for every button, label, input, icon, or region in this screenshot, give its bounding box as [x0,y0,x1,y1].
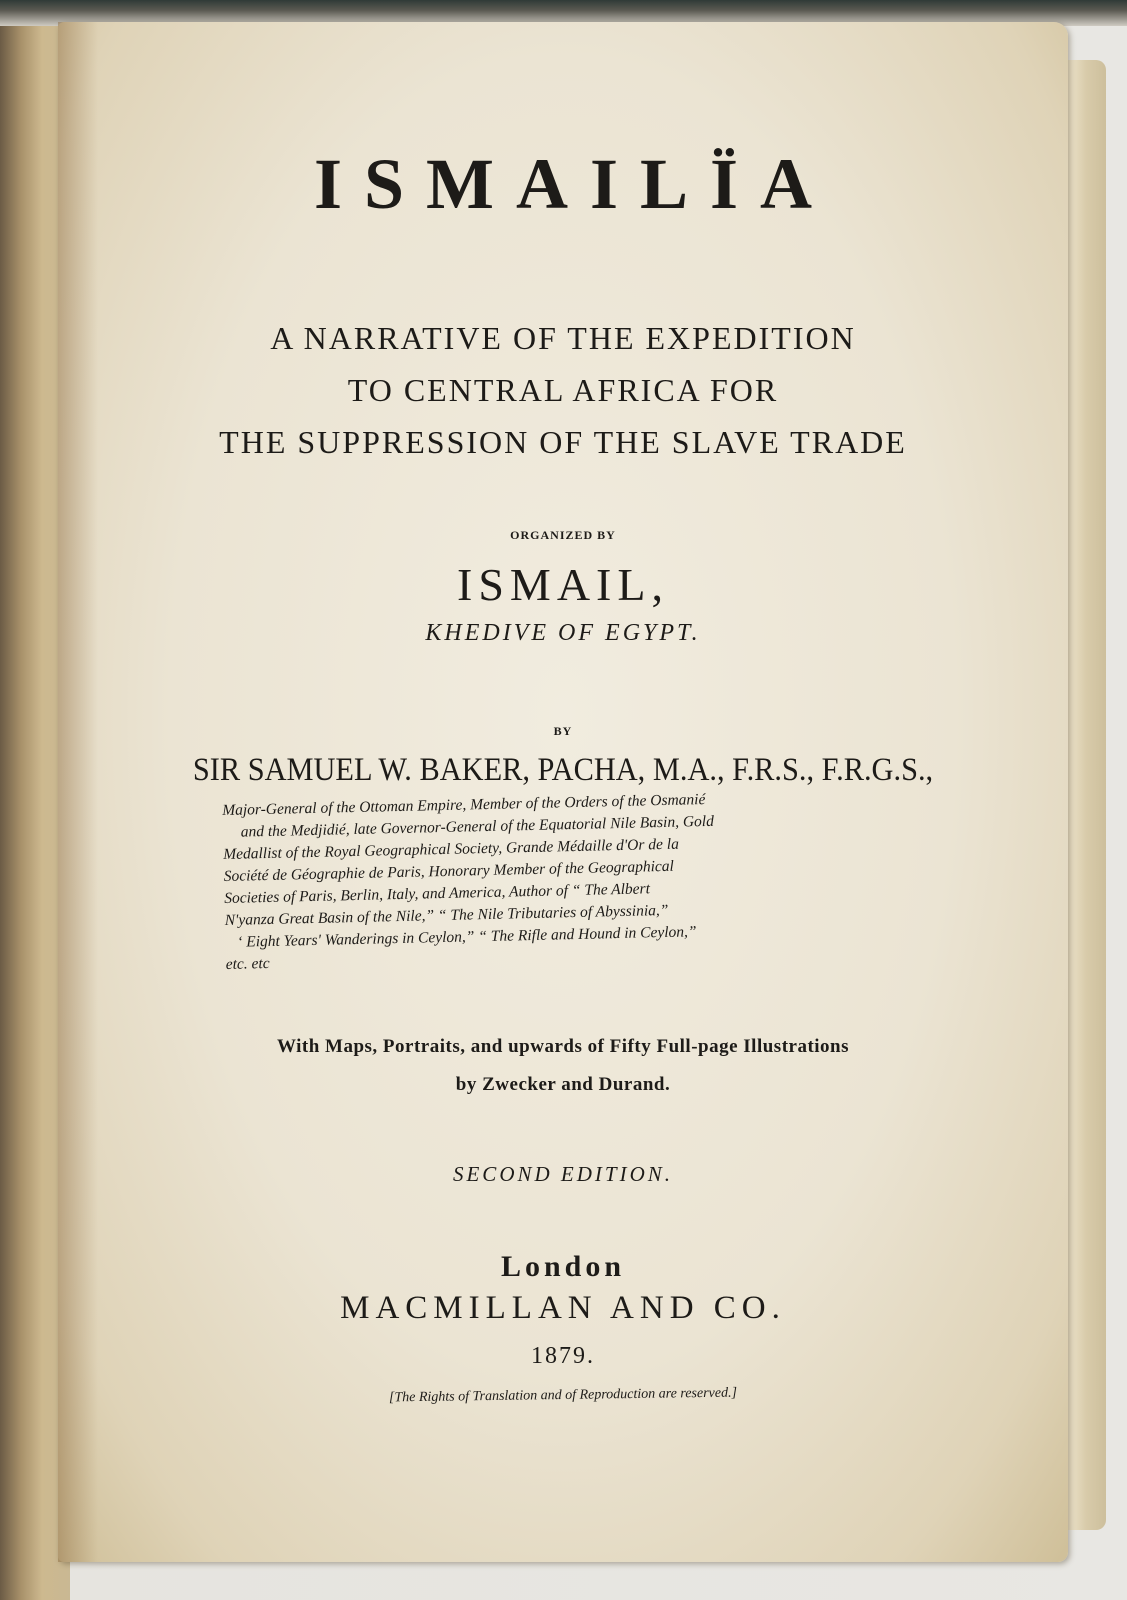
illustrations-line-1: With Maps, Portraits, and upwards of Fifty Full-page Illustrations [276,1036,850,1057]
illustrations-line-2: by Zwecker and Durand. [455,1074,671,1095]
organizer-name: ISMAIL, [457,559,669,610]
credentials-line: Major-General of the Ottoman Empire, Member of the Orders of the Osmanié [222,791,706,819]
author-credentials [222,785,866,975]
credentials-line: N'yanza Great Basin of the Nile,” “ The Nile Tributaries of Abyssinia,” [224,901,669,929]
subtitle-line-2: TO CENTRAL AFRICA FOR [347,372,779,408]
organizer-title: KHEDIVE OF EGYPT. [425,620,701,646]
subtitle-line-3: THE SUPPRESSION OF THE SLAVE TRADE [219,424,907,460]
credentials-line: ‘ Eight Years' Wanderings in Ceylon,” “ The Rifle and Hound in Ceylon,” [237,923,697,951]
subtitle-line-1: A NARRATIVE OF THE EXPEDITION [270,320,856,356]
credentials-line: etc. etc [225,954,270,973]
credentials-line: Societies of Paris, Berlin, Italy, and America, Author of “ The Albert [224,880,651,907]
organized-by-label: ORGANIZED BY [510,528,616,542]
credentials-line: and the Medjidié, late Governor-General of the Equatorial Nile Basin, Gold [240,812,715,841]
rights-notice: [The Rights of Translation and of Reproduction are reserved.] [388,1385,738,1406]
edition-label: SECOND EDITION. [452,1162,673,1186]
book-title: ISMAILÏA [313,144,835,224]
author-name: SIR SAMUEL W. BAKER, PACHA, M.A., F.R.S., F.R.G.S., [192,752,934,788]
publication-place: London [500,1250,626,1283]
by-label: BY [553,724,573,738]
page-gutter-shade [58,22,98,1562]
credentials-line: Medallist of the Royal Geographical Society, Grande Médaille d'Or de la [223,835,680,863]
credentials-line: Société de Géographie de Paris, Honorary Member of the Geographical [223,857,675,885]
publication-year: 1879. [531,1343,595,1369]
publisher-name: MACMILLAN AND CO. [340,1290,786,1326]
